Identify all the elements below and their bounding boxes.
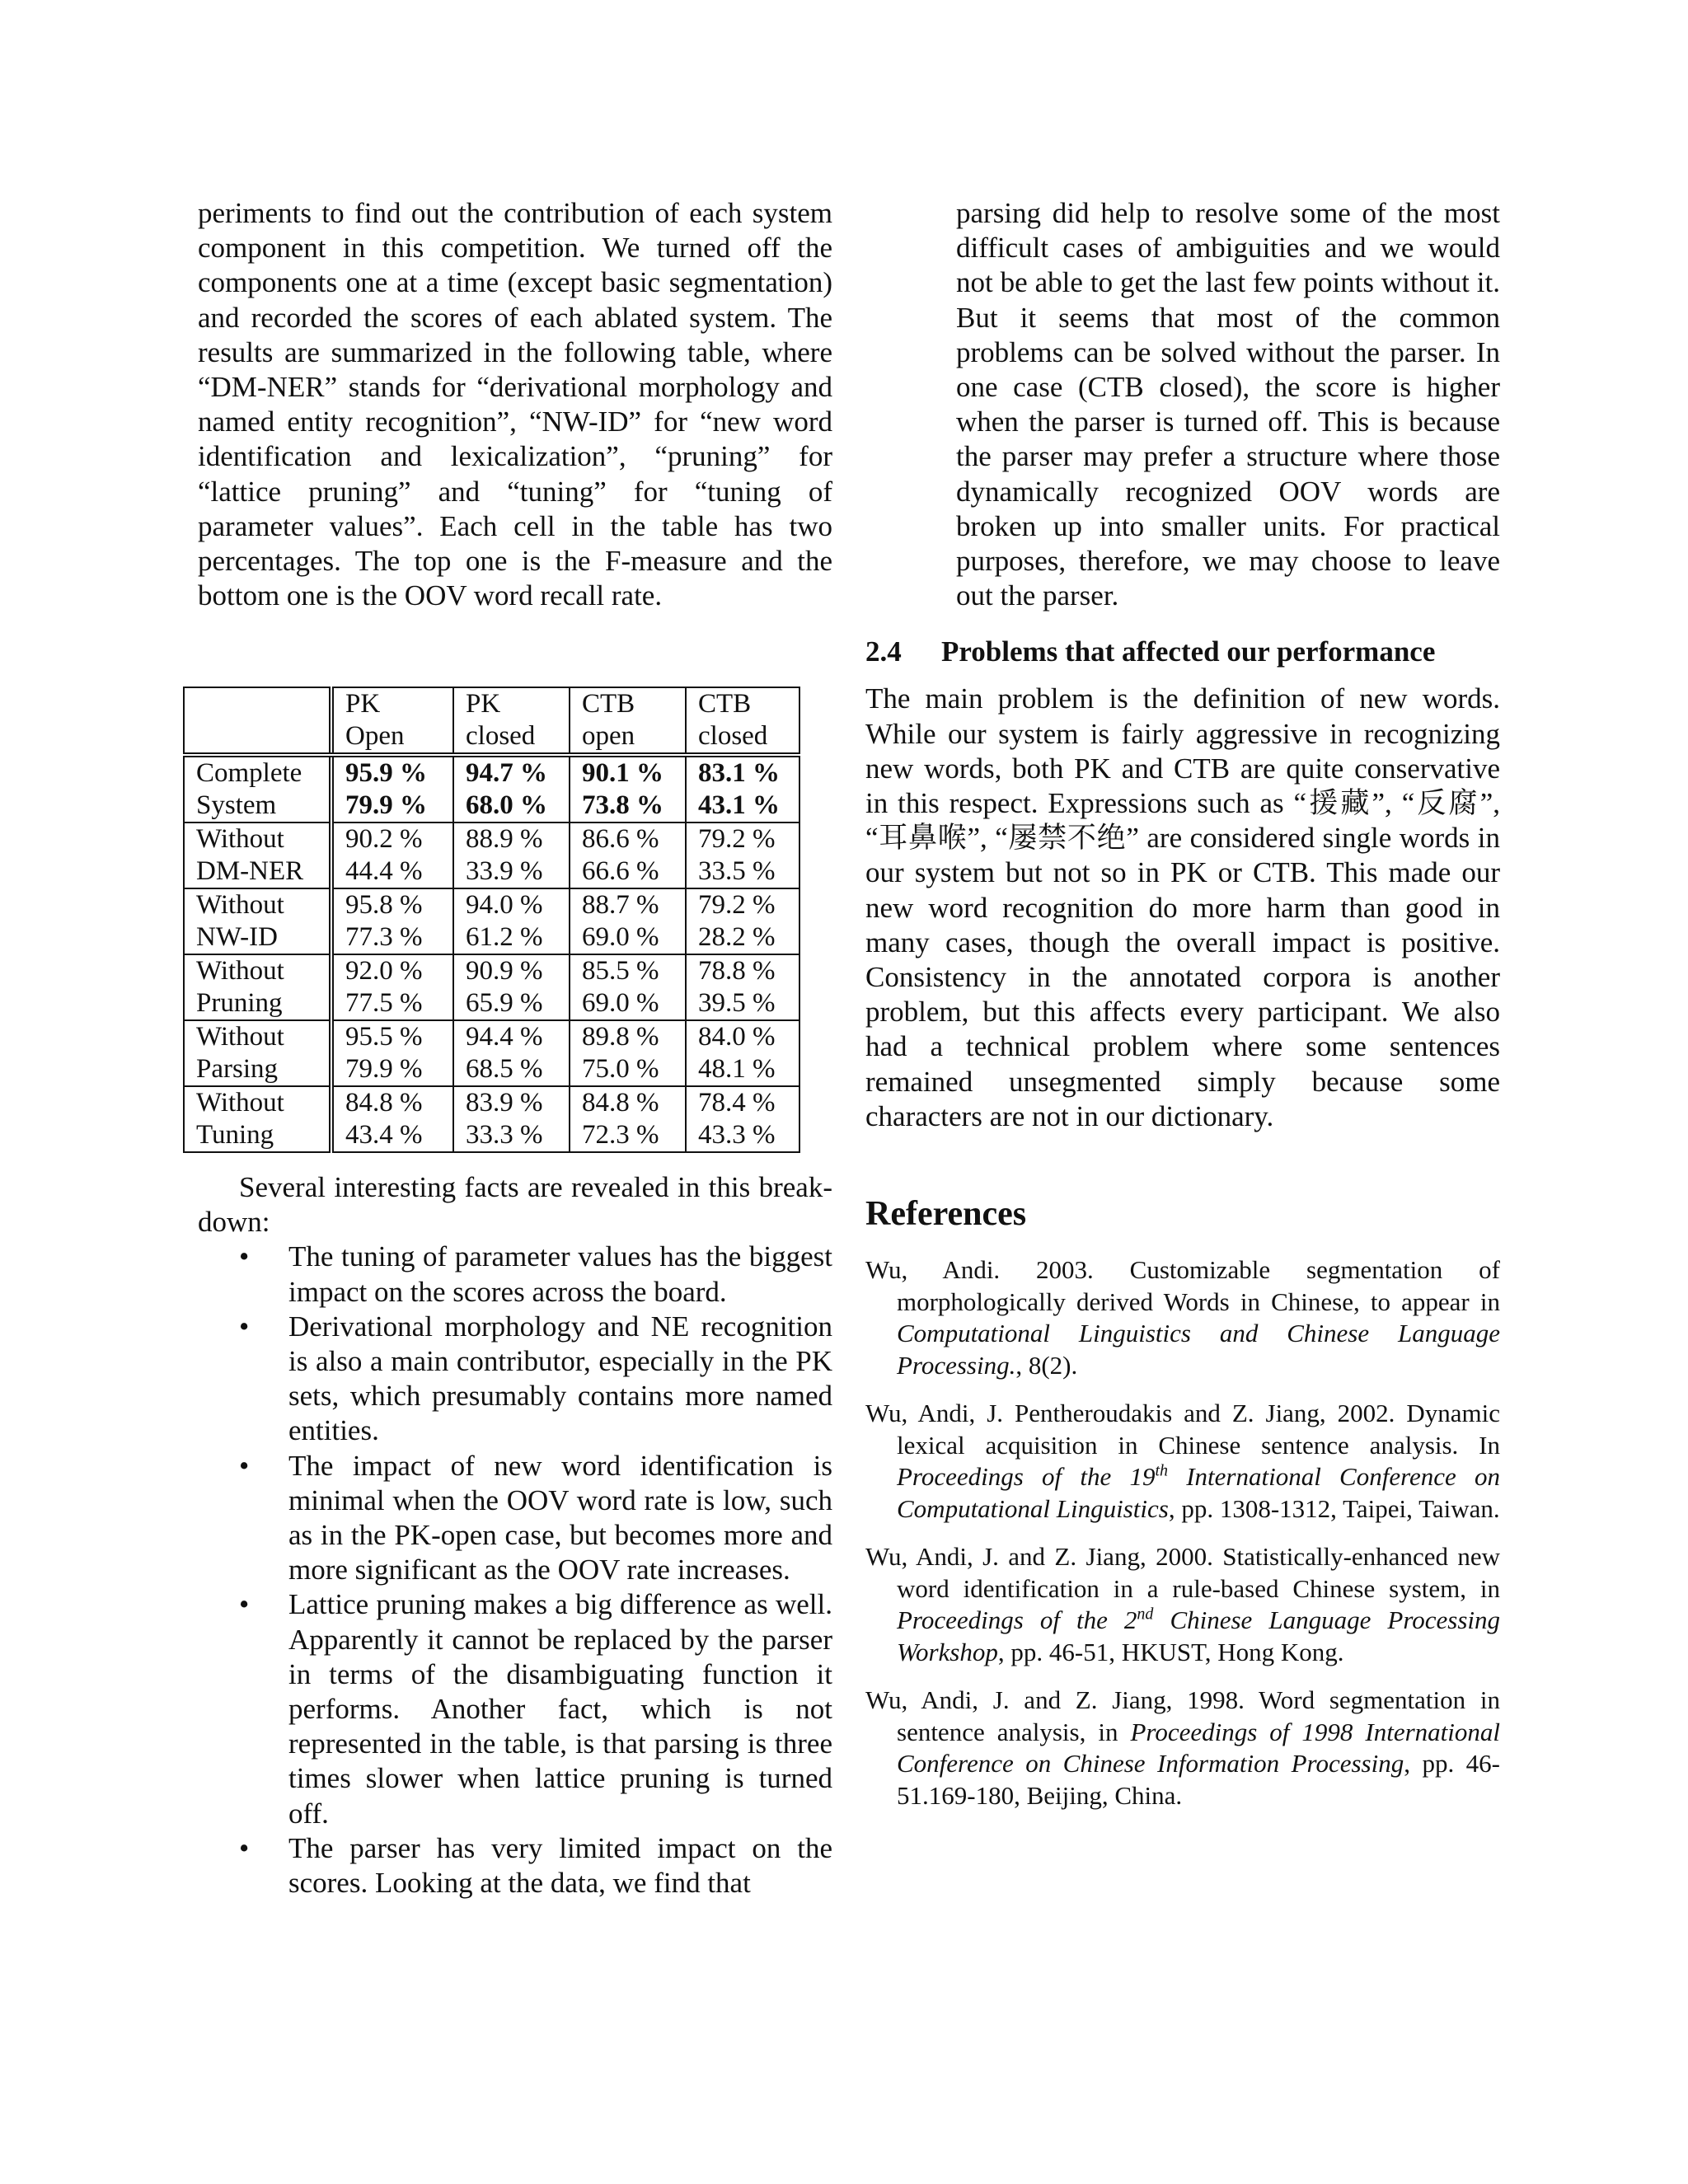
table-cell: 78.4 % 43.3 % — [686, 1086, 799, 1152]
section-number: 2.4 — [865, 635, 902, 668]
facts-section — [198, 1170, 832, 1900]
table-cell: 84.0 % 48.1 % — [686, 1020, 799, 1086]
ablation-results-table — [183, 687, 800, 1153]
table-cell: 94.0 % 61.2 % — [453, 888, 570, 954]
row-label: Without DM-NER — [184, 823, 331, 888]
bullet-icon: • — [239, 1310, 250, 1343]
table-cell: 86.6 % 66.6 % — [570, 823, 686, 888]
table-row — [184, 1086, 799, 1152]
table-row — [184, 954, 799, 1020]
bullet-icon: • — [239, 1831, 250, 1864]
table-cell: 95.5 % 79.9 % — [331, 1020, 453, 1086]
list-item: • Derivational morphology and NE recognition is also a main contributor, especially in the PK sets, which presumably contains more named entities. — [239, 1310, 832, 1447]
references-heading: References — [865, 1195, 1027, 1234]
section-heading — [865, 634, 1500, 670]
list-item: • The tuning of parameter values has the biggest impact on the scores across the board. — [239, 1240, 832, 1308]
table-cell: 90.1 % 73.8 % — [570, 755, 686, 823]
list-item: • Lattice pruning makes a big difference as well. Apparently it cannot be replaced by the parser in terms of the disambiguating function it performs. Another fact, which is not represented in the table, is that parsing is three times slower when lattice pruning is turned off. — [239, 1588, 832, 1830]
row-label: Complete System — [184, 755, 331, 823]
table-cell: 90.9 % 65.9 % — [453, 954, 570, 1020]
reference-entry: Wu, Andi, J. and Z. Jiang, 1998. Word segmentation in sentence analysis, in Proceedings of 1998 International Conference on Chinese Information Processing, pp. 46-51.169-180, Beijing, China. — [865, 1685, 1501, 1810]
table-cell: 79.2 % 33.5 % — [686, 823, 799, 888]
list-item: • The impact of new word identification is minimal when the OOV word rate is low, such as in the PK-open case, but becomes more and more significant as the OOV rate increases. — [239, 1449, 832, 1586]
table-row — [184, 755, 799, 823]
table-cell: 83.9 % 33.3 % — [453, 1086, 570, 1152]
bullet-icon: • — [239, 1588, 250, 1621]
table-cell: 84.8 % 43.4 % — [331, 1086, 453, 1152]
reference-entry: Wu, Andi, J. and Z. Jiang, 2000. Statistically-enhanced new word identification in a rule-based Chinese system, in Proceedings of the 2nd Chinese Language Processing Workshop, pp. 46-51, HKUST, Hong Kong. — [865, 1542, 1500, 1666]
table-cell: 78.8 % 39.5 % — [686, 954, 799, 1020]
left-column — [198, 196, 832, 613]
table-row — [184, 823, 799, 888]
table-cell: 90.2 % 44.4 % — [331, 823, 453, 888]
table-cell: 84.8 % 72.3 % — [570, 1086, 686, 1152]
row-label: Without Parsing — [184, 1020, 331, 1086]
parser-continuation-paragraph: parsing did help to resolve some of the most difficult cases of ambiguities and we would not be able to get the last few points without it. But it seems that most of the common problems can be solved without the parser. In one case (CTB closed), the score is higher when the parser is turned off. This is because the parser may prefer a structure where those dynamically recognized OOV words are broken up into smaller units. For practical purposes, therefore, we may choose to leave out the parser. — [956, 197, 1500, 612]
table-cell: 83.1 % 43.1 % — [686, 755, 799, 823]
reference-entry: Wu, Andi. 2003. Customizable segmentation of morphologically derived Words in Chinese, to appear in Computational Linguistics and Chinese Language Processing., 8(2). — [865, 1255, 1500, 1380]
table-cell: 88.7 % 69.0 % — [570, 888, 686, 954]
table-cell: 95.8 % 77.3 % — [331, 888, 453, 954]
facts-list — [198, 1240, 832, 1900]
facts-intro-paragraph: Several interesting facts are revealed in this break-down: — [198, 1171, 832, 1239]
column-header: CTB open — [570, 687, 686, 755]
table-cell: 92.0 % 77.5 % — [331, 954, 453, 1020]
table-cell: 79.2 % 28.2 % — [686, 888, 799, 954]
bullet-icon: • — [239, 1240, 250, 1273]
column-header: PK Open — [331, 687, 453, 755]
column-header: PK closed — [453, 687, 570, 755]
right-column — [865, 196, 1500, 1828]
ablation-intro-paragraph: periments to find out the contribution of each system component in this competition. We turned off the components one at a time (except basic segmentation) and recorded the scores of each ablated system. The results are summarized in the following table, where “DM-NER” stands for “derivational morphology and named entity recognition”, “NW-ID” for “new word identification and lexicalization”, “pruning” for “lattice pruning” and “tuning” for “tuning of parameter values”. Each cell in the table has two percentages. The top one is the F-measure and the bottom one is the OOV word recall rate. — [198, 197, 832, 612]
table-header-row — [184, 687, 799, 755]
section-title: Problems that affected our performance — [941, 635, 1436, 668]
reference-entry: Wu, Andi, J. Pentheroudakis and Z. Jiang, 2002. Dynamic lexical acquisition in Chinese sentence analysis. In Proceedings of the 19th International Conference on Computational Linguistics, pp. 1308-1312, Taipei, Taiwan. — [865, 1399, 1500, 1523]
table-cell: 94.4 % 68.5 % — [453, 1020, 570, 1086]
table-cell: 95.9 % 79.9 % — [331, 755, 453, 823]
table-corner-cell — [184, 687, 331, 755]
list-item: • The parser has very limited impact on the scores. Looking at the data, we find that — [239, 1831, 832, 1900]
row-label: Without Tuning — [184, 1086, 331, 1152]
table-cell: 88.9 % 33.9 % — [453, 823, 570, 888]
bullet-icon: • — [239, 1449, 250, 1482]
table-cell: 89.8 % 75.0 % — [570, 1020, 686, 1086]
row-label: Without Pruning — [184, 954, 331, 1020]
column-header: CTB closed — [686, 687, 799, 755]
table-row — [184, 1020, 799, 1086]
table-row — [184, 888, 799, 954]
table-cell: 94.7 % 68.0 % — [453, 755, 570, 823]
row-label: Without NW-ID — [184, 888, 331, 954]
table-cell: 85.5 % 69.0 % — [570, 954, 686, 1020]
section-body-paragraph: The main problem is the definition of new words. While our system is fairly aggressive in recognizing new words, both PK and CTB are quite conservative in this respect. Expressions such as “援藏”, “反腐”, “耳鼻喉”, “屡禁不绝” are considered single words in our system but not so in PK or CTB. This made our new word recognition do more harm than good in many cases, though the overall impact is positive. Consistency in the annotated corpora is another problem, but this affects every participant. We also had a technical problem where some sentences remained unsegmented simply because some characters are not in our dictionary. — [865, 682, 1500, 1132]
